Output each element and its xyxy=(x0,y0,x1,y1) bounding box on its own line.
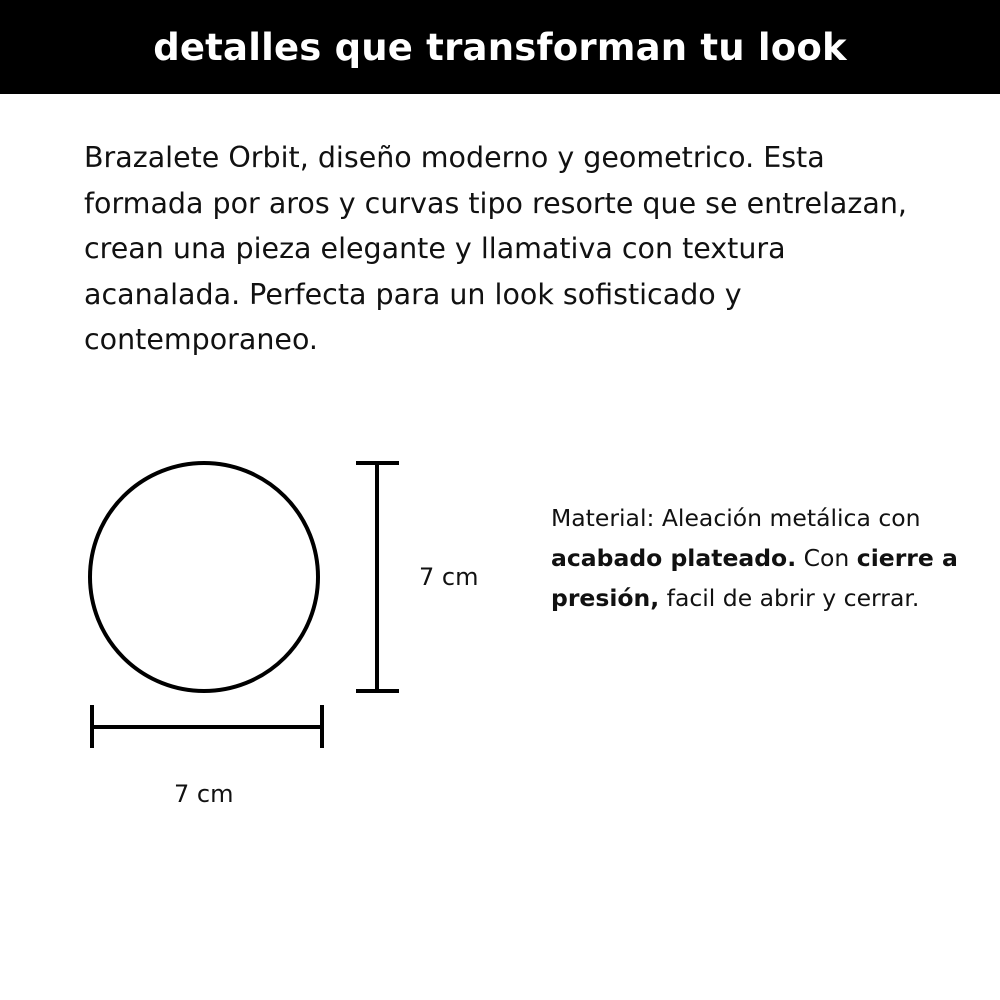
material-text-2: Con xyxy=(796,544,857,572)
material-text-1: Material: Aleación metálica con xyxy=(551,504,921,532)
width-dimension-line xyxy=(92,705,322,748)
height-dimension-line xyxy=(356,463,399,691)
material-bold-finish: acabado plateado. xyxy=(551,544,797,572)
material-info xyxy=(551,498,971,618)
page-title: detalles que transforman tu look xyxy=(153,25,847,69)
width-dimension-label: 7 cm xyxy=(174,780,234,808)
bracelet-circle-outline xyxy=(90,463,318,691)
material-bold-clasp: cierre a presión, xyxy=(551,544,958,612)
product-description: Brazalete Orbit, diseño moderno y geometrico. Esta formada por aros y curvas tipo resorte que se entrelazan, crean una pieza elegante y llamativa con textura acanalada. Perfecta para un look sofisticado y contemporaneo. xyxy=(84,141,907,356)
material-text-3: facil de abrir y cerrar. xyxy=(659,584,920,612)
height-dimension-label: 7 cm xyxy=(419,563,479,591)
